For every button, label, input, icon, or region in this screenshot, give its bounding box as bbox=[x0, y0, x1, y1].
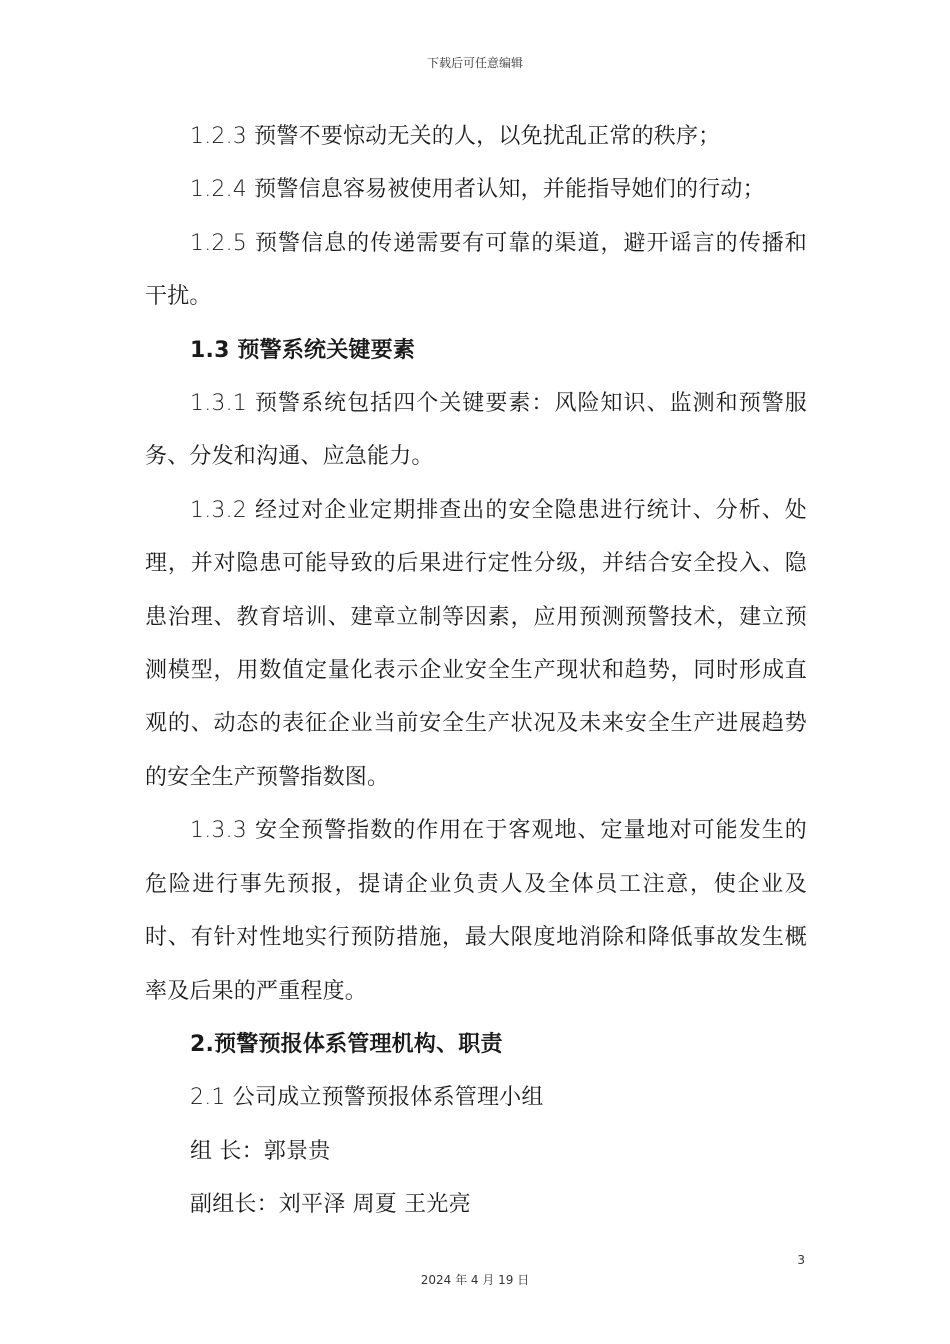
paragraph-1-3-2: 1.3.2 经过对企业定期排查出的安全隐患进行统计、分析、处理，并对隐患可能导致的后果进行定性分级，并结合安全投入、隐患治理、教育培训、建章立制等因素，应用预测预警技术，建立预测模型，用数值定量化表示企业安全生产现状和趋势，同时形成直观的、动态的表征企业当前安全生产状况及未来安全生产进展趋势的安全生产预警指数图。 bbox=[145, 497, 807, 790]
team-leader-line: 组 长：郭景贵 bbox=[190, 1138, 331, 1164]
paragraph-1-2-5: 1.2.5 预警信息的传递需要有可靠的渠道，避开谣言的传播和干扰。 bbox=[145, 230, 807, 310]
document-body bbox=[145, 110, 807, 1232]
footer-date: 2024 年 4 月 19 日 bbox=[420, 1273, 530, 1287]
paragraph-2-1: 2.1 公司成立预警预报体系管理小组 bbox=[190, 1085, 544, 1111]
page-header: 下载后可任意编辑 bbox=[426, 56, 523, 70]
heading-2: 2.预警预报体系管理机构、职责 bbox=[190, 1031, 503, 1057]
page-number: 3 bbox=[797, 1253, 805, 1267]
paragraph-1-3-1: 1.3.1 预警系统包括四个关键要素：风险知识、监测和预警服务、分发和沟通、应急能力。 bbox=[145, 391, 807, 470]
paragraph-1-3-3: 1.3.3 安全预警指数的作用在于客观地、定量地对可能发生的危险进行事先预报，提请企业负责人及全体员工注意，使企业及时、有针对性地实行预防措施，最大限度地消除和降低事故发生概率及后果的严重程度。 bbox=[145, 818, 807, 1004]
paragraph-1-2-3: 1.2.3 预警不要惊动无关的人，以免扰乱正常的秩序； bbox=[190, 124, 721, 149]
paragraph-1-2-4: 1.2.4 预警信息容易被使用者认知，并能指导她们的行动； bbox=[190, 177, 765, 203]
deputy-leader-line: 副组长：刘平泽 周夏 王光亮 bbox=[190, 1192, 471, 1218]
heading-1-3: 1.3 预警系统关键要素 bbox=[190, 337, 416, 363]
